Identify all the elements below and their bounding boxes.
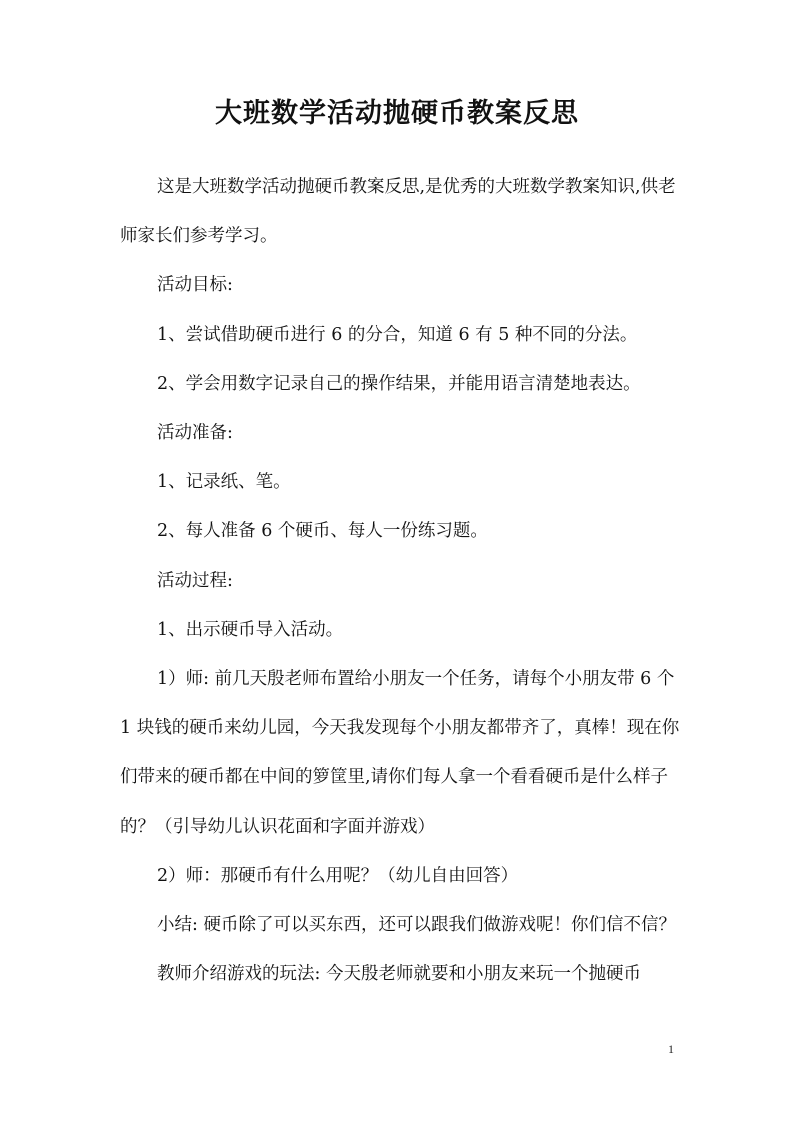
- process-paragraph: 1）师: 前几天殷老师布置给小朋友一个任务，请每个小朋友带 6 个 1 块钱的硬币来幼儿园，今天我发现每个小朋友都带齐了，真棒！现在你们带来的硬币都在中间的箩筐里,请你们每人拿一个看看硬币是什么样子的？（引导幼儿认识花面和字面并游戏）: [120, 669, 680, 837]
- document-body: [120, 163, 686, 999]
- section-heading-process: 活动过程:: [157, 570, 233, 591]
- section-heading-preparation: 活动准备:: [157, 423, 233, 444]
- section-heading-objectives: 活动目标:: [157, 275, 233, 296]
- page-number: 1: [668, 1042, 674, 1056]
- preparation-item: 2、每人准备 6 个硬币、每人一份练习题。: [157, 521, 488, 542]
- intro-paragraph: 这是大班数学活动抛硬币教案反思,是优秀的大班数学教案知识,供老师家长们参考学习。: [120, 177, 676, 247]
- summary-paragraph: 小结: 硬币除了可以买东西，还可以跟我们做游戏呢！你们信不信？: [157, 915, 676, 936]
- process-step: 1、出示硬币导入活动。: [157, 619, 344, 640]
- objective-item: 2、学会用数字记录自己的操作结果，并能用语言清楚地表达。: [157, 373, 641, 394]
- objective-item: 1、尝试借助硬币进行 6 的分合，知道 6 有 5 种不同的分法。: [157, 324, 638, 345]
- process-paragraph: 2）师：那硬币有什么用呢？（幼儿自由回答）: [157, 865, 519, 886]
- preparation-item: 1、记录纸、笔。: [157, 472, 291, 493]
- document-title: 大班数学活动抛硬币教案反思: [215, 98, 579, 129]
- game-intro-paragraph: 教师介绍游戏的玩法: 今天殷老师就要和小朋友来玩一个抛硬币: [157, 964, 641, 985]
